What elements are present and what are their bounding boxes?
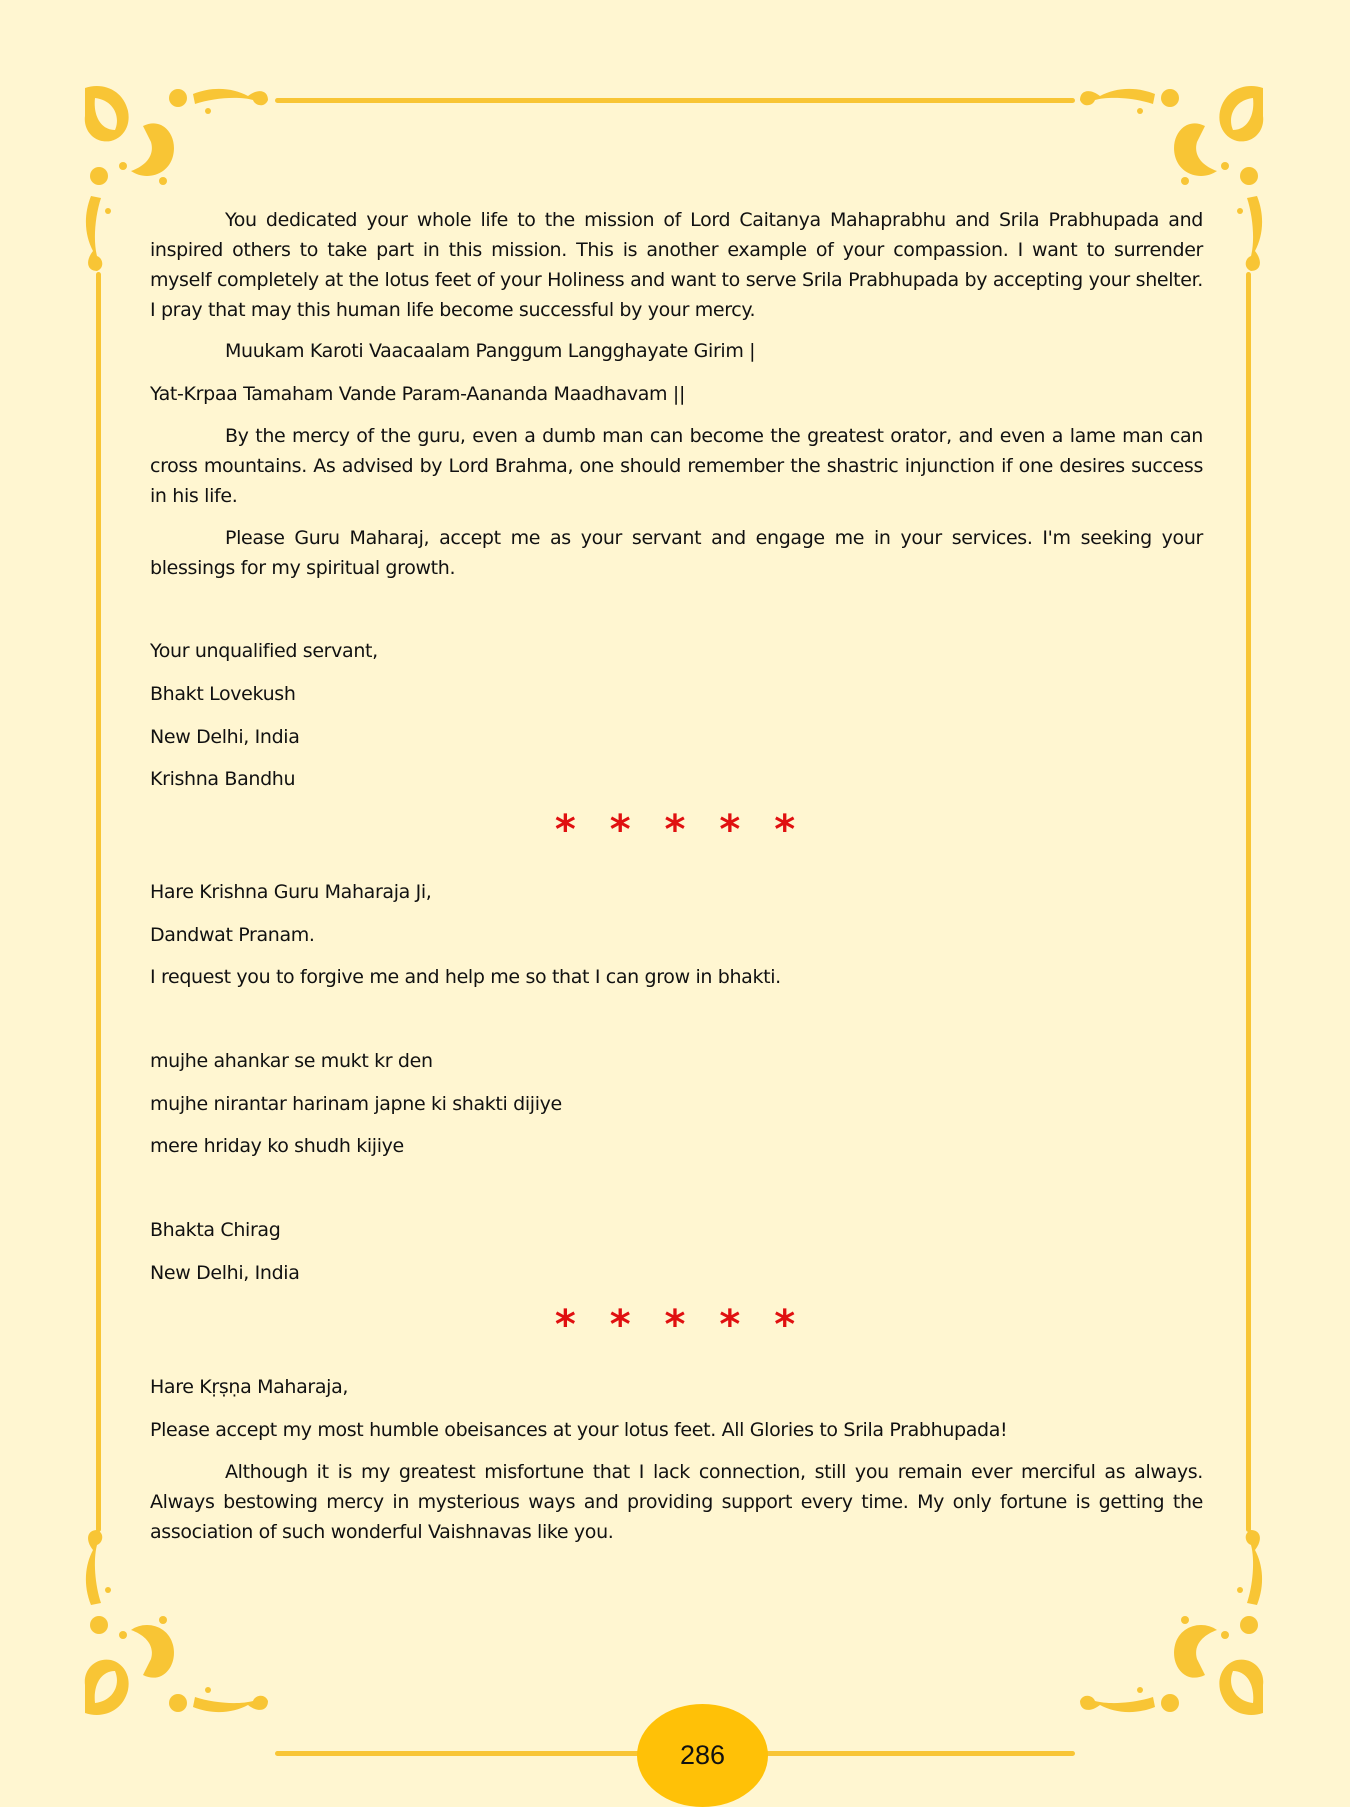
page-number: 286 — [679, 1740, 726, 1770]
letter2-signature-location: New Delhi, India — [150, 1262, 300, 1284]
frame-top-line — [275, 98, 1075, 103]
letter2-signature-name: Bhakta Chirag — [150, 1219, 281, 1241]
letter1-paragraph-3: By the mercy of the guru, even a dumb man can become the greatest orator, and even a lame man can cross mountains. As advised by Lord Brahma, one should remember the shastric injunction if one desires success in his life. — [150, 425, 1203, 507]
corner-ornament-bottom-right-icon — [1070, 1530, 1265, 1715]
letter3-paragraph: Although it is my greatest misfortune that I lack connection, still you remain ever merciful as always. Always bestowing mercy in mysterious ways and providing support every time. My only fortune is getting the association of such wonderful Vaishnavas like you. — [150, 1461, 1203, 1543]
letter2-greeting: Hare Krishna Guru Maharaja Ji, — [150, 881, 432, 903]
letter3-obeisances: Please accept my most humble obeisances at your lotus feet. All Glories to Srila Prabhupada! — [150, 1419, 1008, 1441]
separator-stars: * * * * * — [554, 1302, 806, 1348]
corner-ornament-bottom-left-icon — [83, 1530, 278, 1715]
letter1-signature-location: New Delhi, India — [150, 726, 300, 748]
letter1-paragraph-1: You dedicated your whole life to the mission of Lord Caitanya Mahaprabhu and Srila Prabhupada and inspired others to take part in this mission. This is another example of your compassion. I want to surrender myself completely at the lotus feet of your Holiness and want to serve Srila Prabhupada by accepting your shelter. I pray that may this human life become successful by your mercy. — [150, 209, 1203, 321]
letter1-verse-line-2: Yat-Krpaa Tamaham Vande Param-Aananda Maadhavam || — [150, 383, 686, 405]
letter2-pranam: Dandwat Pranam. — [150, 924, 315, 946]
letter2-request: I request you to forgive me and help me so that I can grow in bhakti. — [150, 966, 781, 988]
letter3-greeting: Hare Kṛṣṇa Maharaja, — [150, 1376, 349, 1398]
letter2-prayer-1: mujhe ahankar se mukt kr den — [150, 1050, 433, 1072]
letter1-signature-group: Krishna Bandhu — [150, 768, 296, 790]
letter1-paragraph-4: Please Guru Maharaj, accept me as your servant and engage me in your services. I'm seeking your blessings for my spiritual growth. — [150, 527, 1203, 579]
letter1-verse-line-1: Muukam Karoti Vaacaalam Panggum Langghayate Girim | — [225, 340, 756, 362]
letter1-signature-name: Bhakt Lovekush — [150, 683, 296, 705]
separator-stars: * * * * * — [554, 807, 806, 853]
letter2-prayer-2: mujhe nirantar harinam japne ki shakti dijiye — [150, 1093, 562, 1115]
page-number-badge — [637, 1704, 768, 1807]
letter2-prayer-3: mere hriday ko shudh kijiye — [150, 1135, 404, 1157]
letter1-closing: Your unqualified servant, — [150, 640, 378, 662]
